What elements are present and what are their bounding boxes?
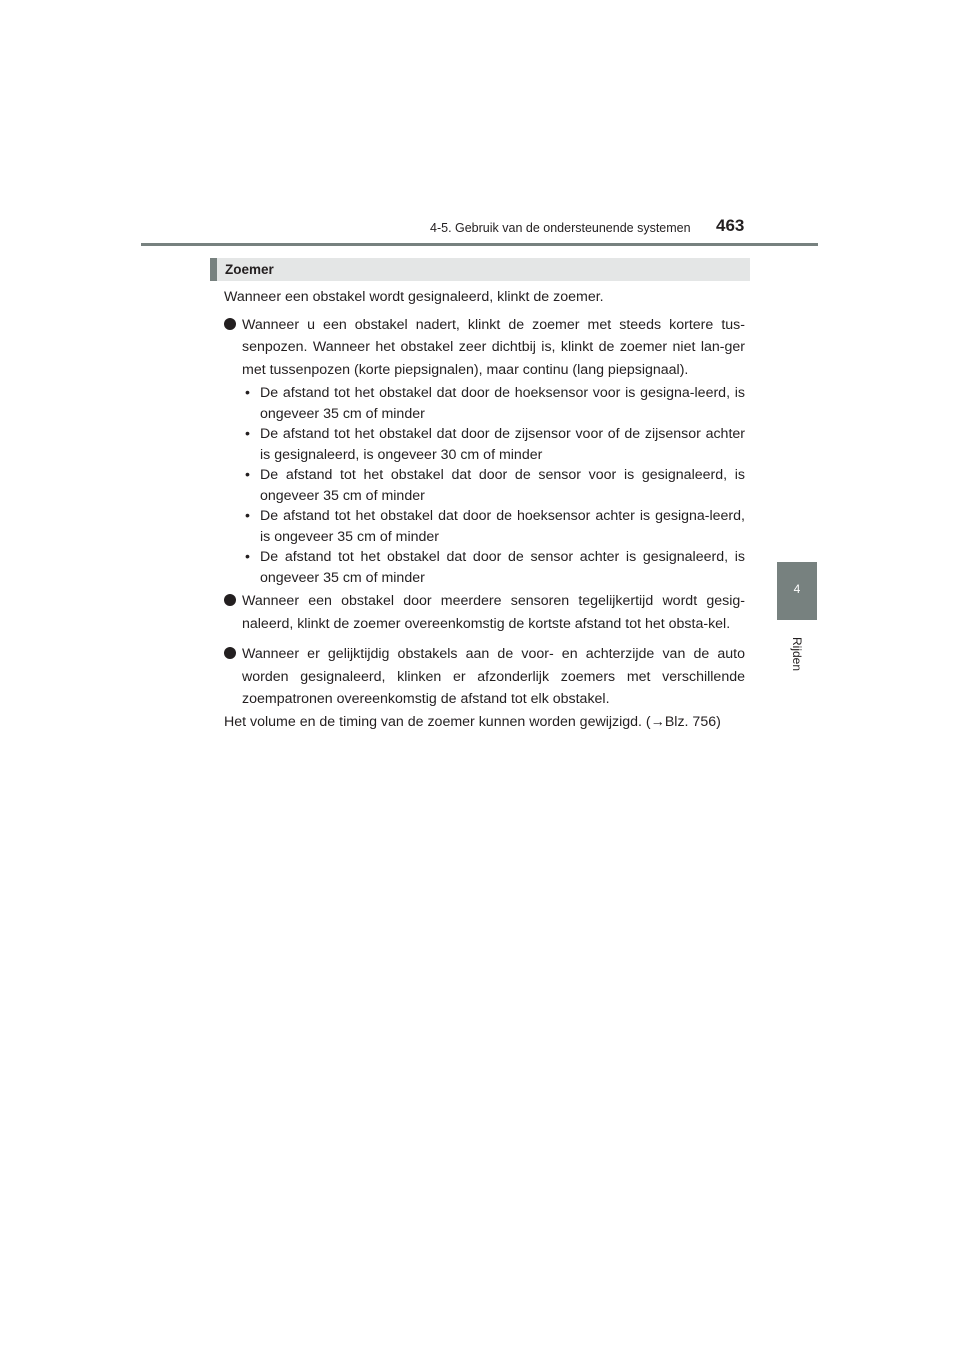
- bullet-item: [224, 590, 745, 635]
- sub-bullet-item: [224, 383, 745, 424]
- sub-bullet-icon: •: [245, 508, 250, 524]
- section-header: 4-5. Gebruik van de ondersteunende systemen: [430, 221, 691, 235]
- sub-bullet-item: [224, 465, 745, 506]
- header-rule: [141, 243, 818, 246]
- sub-bullet-icon: •: [245, 467, 250, 483]
- bullet-item: [224, 643, 745, 711]
- sub-bullet-text: De afstand tot het obstakel dat door de hoeksensor achter is gesigna-leerd, is ongeveer 35 cm of minder: [260, 508, 745, 545]
- sub-bullet-text: De afstand tot het obstakel dat door de sensor achter is gesignaleerd, is ongeveer 35 cm of minder: [260, 549, 745, 586]
- sub-bullet-icon: •: [245, 549, 250, 565]
- bullet-dot-icon: [224, 594, 236, 606]
- bullet-text: Wanneer een obstakel door meerdere sensoren tegelijkertijd wordt gesig-naleerd, klinkt de zoemer overeenkomstig de kortste afstand tot het obsta-kel.: [242, 593, 745, 632]
- sub-bullet-text: De afstand tot het obstakel dat door de hoeksensor voor is gesigna-leerd, is ongeveer 35 cm of minder: [260, 385, 745, 422]
- bullet-dot-icon: [224, 647, 236, 659]
- sub-bullet-item: [224, 506, 745, 547]
- body-content: [224, 287, 745, 733]
- sub-bullet-item: [224, 424, 745, 465]
- closing-note: Het volume en de timing van de zoemer kunnen worden gewijzigd. (→Blz. 756): [224, 713, 721, 730]
- chapter-label-box: [780, 634, 814, 674]
- intro-text: Wanneer een obstakel wordt gesignaleerd, klinkt de zoemer.: [224, 289, 604, 305]
- section-title: Zoemer: [225, 262, 274, 277]
- section-title-bar: [210, 258, 750, 281]
- chapter-label: Rijden: [790, 636, 804, 672]
- sub-bullet-icon: •: [245, 426, 250, 442]
- bullet-item: [224, 314, 745, 382]
- sub-bullet-text: De afstand tot het obstakel dat door de sensor voor is gesignaleerd, is ongeveer 35 cm of minder: [260, 467, 745, 504]
- sub-bullet-icon: •: [245, 385, 250, 401]
- chapter-tab: [777, 562, 817, 620]
- bullet-dot-icon: [224, 318, 236, 330]
- sub-bullet-text: De afstand tot het obstakel dat door de zijsensor voor of de zijsensor achter is gesignaleerd, is ongeveer 30 cm of minder: [260, 426, 745, 463]
- bullet-text: Wanneer er gelijktijdig obstakels aan de voor- en achterzijde van de auto worden gesignaleerd, klinken er afzonderlijk zoemers met verschillende zoempatronen overeenkomstig de afstand tot elk obstakel.: [242, 646, 745, 707]
- bullet-text: Wanneer u een obstakel nadert, klinkt de zoemer met steeds kortere tus-senpozen. Wanneer het obstakel zeer dichtbij is, klinkt de zoemer niet lan-ger met tussenpozen (korte piepsignalen), maar continu (lang piepsignaal).: [242, 316, 745, 378]
- chapter-number: 4: [793, 582, 801, 596]
- sub-bullet-item: [224, 547, 745, 588]
- title-accent: [210, 258, 217, 281]
- page-number: 463: [716, 216, 745, 235]
